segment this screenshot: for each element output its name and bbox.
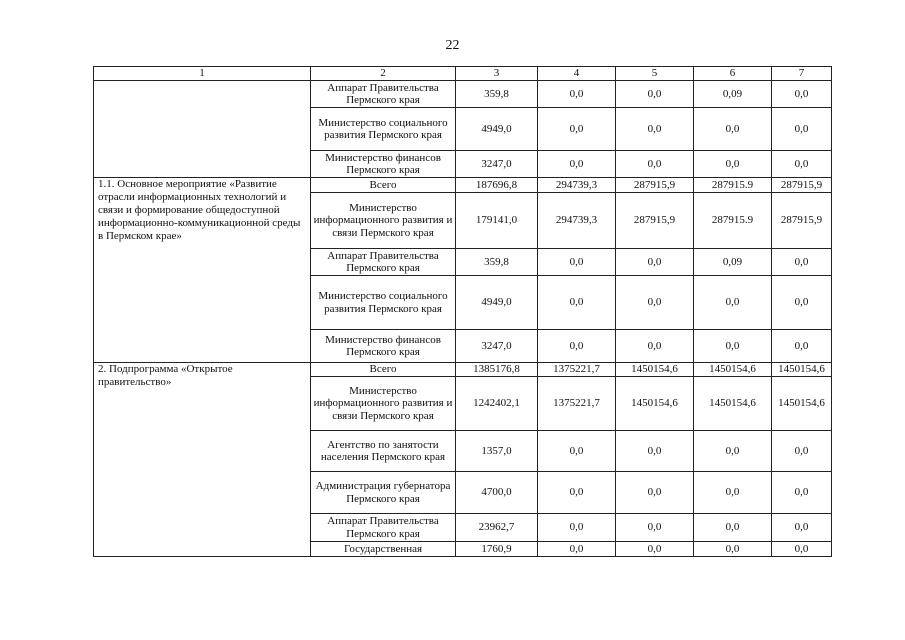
value-cell: 1760,9 — [456, 542, 538, 557]
value-cell: 0,0 — [694, 276, 772, 330]
program-title: 2. Подпрограмма «Открытое правительство» — [94, 363, 311, 557]
value-cell: 0,0 — [538, 151, 616, 178]
column-header: 2 — [311, 67, 456, 81]
value-cell: 0,0 — [694, 431, 772, 472]
organization-cell: Министерство финансов Пермского края — [311, 330, 456, 363]
organization-cell: Аппарат Правительства Пермского края — [311, 81, 456, 108]
value-cell: 0,0 — [772, 151, 832, 178]
value-cell: 4949,0 — [456, 108, 538, 151]
value-cell: 0,0 — [538, 514, 616, 542]
organization-cell: Агентство по занятости населения Пермского края — [311, 431, 456, 472]
value-cell: 1450154,6 — [616, 377, 694, 431]
value-cell: 0,0 — [772, 108, 832, 151]
column-header: 7 — [772, 67, 832, 81]
value-cell: 1450154,6 — [694, 363, 772, 377]
value-cell: 287915.9 — [694, 178, 772, 193]
value-cell: 0,0 — [772, 472, 832, 514]
value-cell: 187696,8 — [456, 178, 538, 193]
value-cell: 0,0 — [772, 431, 832, 472]
page-number: 22 — [445, 38, 460, 53]
value-cell: 4949,0 — [456, 276, 538, 330]
value-cell: 0,0 — [772, 249, 832, 276]
column-header: 1 — [94, 67, 311, 81]
organization-cell: Аппарат Правительства Пермского края — [311, 249, 456, 276]
value-cell: 287915,9 — [772, 178, 832, 193]
column-header: 4 — [538, 67, 616, 81]
value-cell: 1242402,1 — [456, 377, 538, 431]
value-cell: 0,0 — [538, 431, 616, 472]
value-cell: 0,0 — [616, 514, 694, 542]
table-row — [94, 363, 832, 377]
value-cell: 287915,9 — [616, 193, 694, 249]
value-cell: 3247,0 — [456, 330, 538, 363]
column-header: 3 — [456, 67, 538, 81]
value-cell: 0,0 — [694, 108, 772, 151]
value-cell: 0,0 — [616, 276, 694, 330]
value-cell: 0,0 — [694, 542, 772, 557]
value-cell: 0,0 — [694, 472, 772, 514]
value-cell: 0,0 — [616, 472, 694, 514]
organization-cell: Министерство информационного развития и связи Пермского края — [311, 377, 456, 431]
organization-cell: Министерство социального развития Пермского края — [311, 108, 456, 151]
value-cell: 0,0 — [538, 330, 616, 363]
value-cell: 0,0 — [538, 472, 616, 514]
value-cell: 294739,3 — [538, 178, 616, 193]
value-cell: 0,0 — [616, 542, 694, 557]
value-cell: 0,0 — [538, 542, 616, 557]
value-cell: 0,0 — [694, 151, 772, 178]
value-cell: 1357,0 — [456, 431, 538, 472]
value-cell: 0,0 — [772, 330, 832, 363]
organization-cell: Министерство финансов Пермского края — [311, 151, 456, 178]
table-row — [94, 81, 832, 108]
organization-cell: Администрация губернатора Пермского края — [311, 472, 456, 514]
budget-table — [93, 66, 832, 557]
value-cell: 0,0 — [616, 249, 694, 276]
organization-cell: Всего — [311, 363, 456, 377]
program-title — [94, 81, 311, 178]
value-cell: 1385176,8 — [456, 363, 538, 377]
value-cell: 1450154,6 — [772, 377, 832, 431]
organization-cell: Всего — [311, 178, 456, 193]
value-cell: 0,0 — [772, 514, 832, 542]
value-cell: 359,8 — [456, 81, 538, 108]
value-cell: 0,09 — [694, 249, 772, 276]
organization-cell: Государственная — [311, 542, 456, 557]
organization-cell: Министерство социального развития Пермского края — [311, 276, 456, 330]
value-cell: 0,0 — [772, 542, 832, 557]
value-cell: 4700,0 — [456, 472, 538, 514]
value-cell: 359,8 — [456, 249, 538, 276]
value-cell: 0,0 — [694, 330, 772, 363]
value-cell: 1450154,6 — [616, 363, 694, 377]
value-cell: 0,0 — [772, 81, 832, 108]
value-cell: 0,0 — [616, 108, 694, 151]
value-cell: 287915,9 — [772, 193, 832, 249]
value-cell: 0,0 — [538, 276, 616, 330]
value-cell: 1375221,7 — [538, 377, 616, 431]
value-cell: 3247,0 — [456, 151, 538, 178]
value-cell: 0,09 — [694, 81, 772, 108]
organization-cell: Министерство информационного развития и связи Пермского края — [311, 193, 456, 249]
value-cell: 1450154,6 — [694, 377, 772, 431]
value-cell: 287915,9 — [616, 178, 694, 193]
value-cell: 0,0 — [538, 249, 616, 276]
value-cell: 23962,7 — [456, 514, 538, 542]
program-title: 1.1. Основное мероприятие «Развитие отрасли информационных технологий и связи и формирование общедоступной информационно-коммуникационной среды в Пермском крае» — [94, 178, 311, 363]
value-cell: 0,0 — [616, 151, 694, 178]
value-cell: 0,0 — [616, 431, 694, 472]
value-cell: 0,0 — [538, 81, 616, 108]
value-cell: 287915.9 — [694, 193, 772, 249]
table-row — [94, 178, 832, 193]
organization-cell: Аппарат Правительства Пермского края — [311, 514, 456, 542]
value-cell: 0,0 — [772, 276, 832, 330]
value-cell: 1375221,7 — [538, 363, 616, 377]
value-cell: 1450154,6 — [772, 363, 832, 377]
value-cell: 179141,0 — [456, 193, 538, 249]
column-header: 5 — [616, 67, 694, 81]
value-cell: 294739,3 — [538, 193, 616, 249]
value-cell: 0,0 — [694, 514, 772, 542]
header-row — [94, 67, 832, 81]
value-cell: 0,0 — [538, 108, 616, 151]
column-header: 6 — [694, 67, 772, 81]
value-cell: 0,0 — [616, 81, 694, 108]
value-cell: 0,0 — [616, 330, 694, 363]
